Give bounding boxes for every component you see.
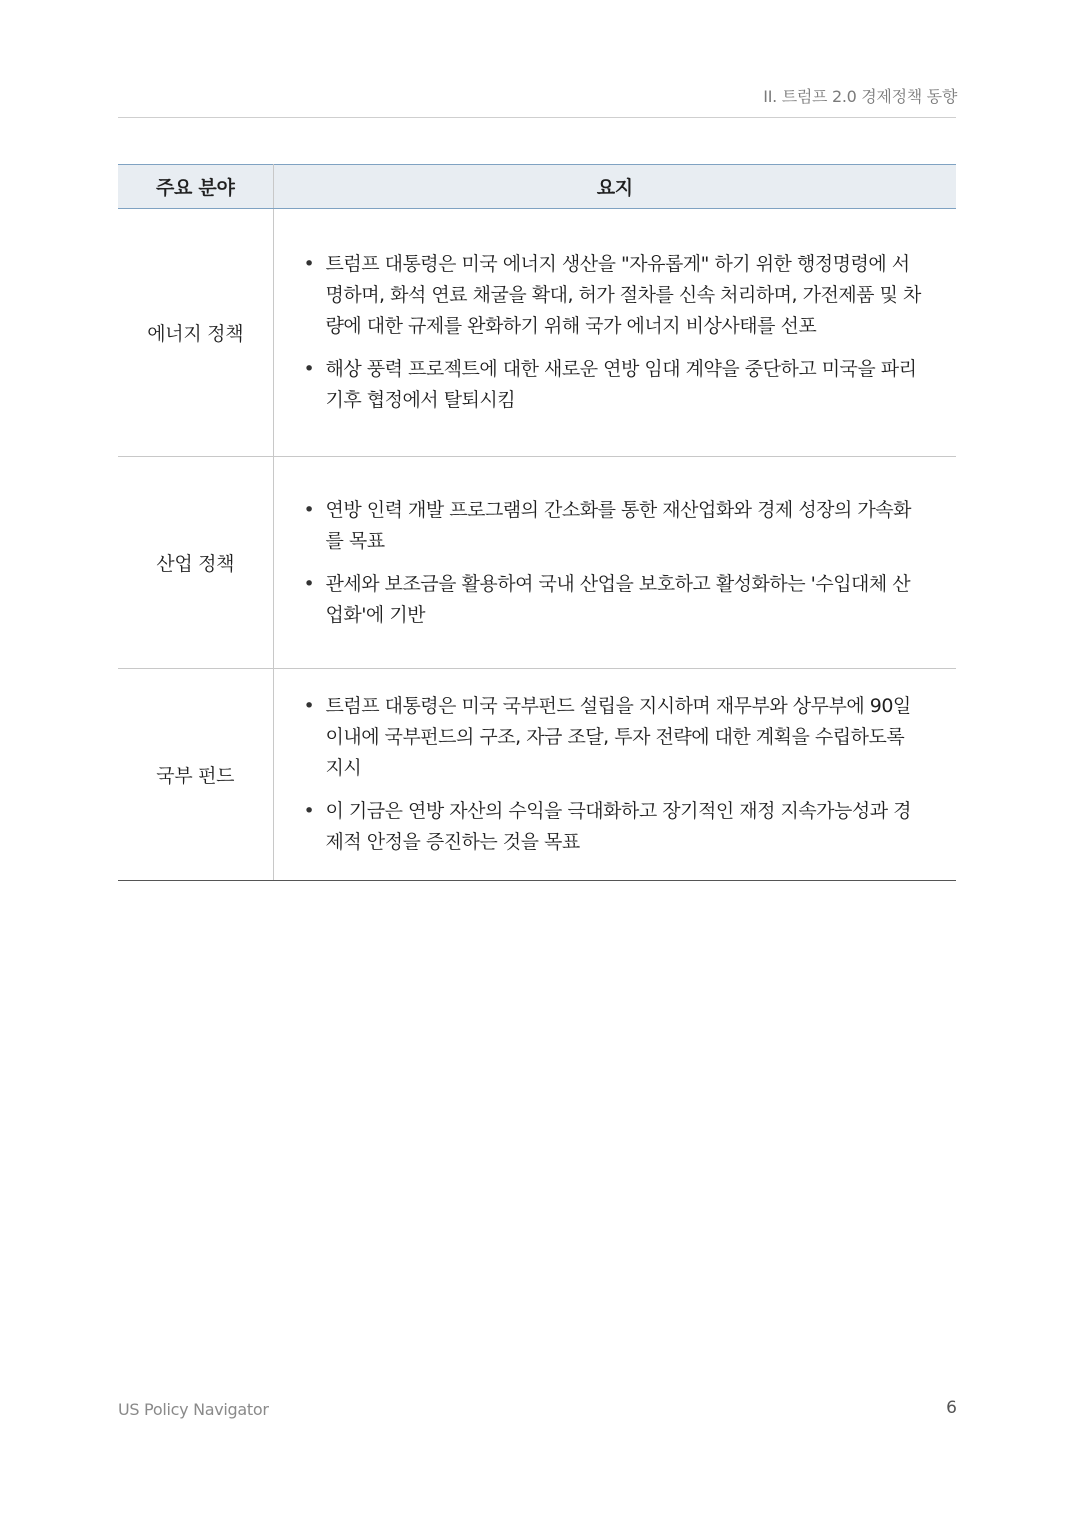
summary-cell-sovereign-fund [273,669,956,881]
bullet-text: 이 기금은 연방 자산의 수익을 극대화하고 장기적인 재정 지속가능성과 경제적 안정을 증진하는 것을 목표 [325,800,911,853]
field-cell-industry: 산업 정책 [118,457,273,669]
bullet-list [304,691,927,858]
summary-cell-industry [273,457,956,669]
field-cell-sovereign-fund: 국부 펀드 [118,669,273,881]
bullet-text: 트럼프 대통령은 미국 국부펀드 설립을 지시하며 재무부와 상무부에 90일 이내에 국부펀드의 구조, 자금 조달, 투자 전략에 대한 계획을 수립하도록 지시 [325,695,911,779]
policy-summary-table [118,164,956,881]
list-item [304,354,927,416]
list-item [304,569,927,631]
bullet-icon: • [303,498,315,521]
column-header-field: 주요 분야 [118,165,273,209]
bullet-list [304,249,927,416]
bullet-list [304,495,927,631]
bullet-icon: • [303,800,315,822]
field-cell-energy: 에너지 정책 [118,209,273,457]
footer-publication-name: US Policy Navigator [118,1400,269,1419]
list-item [304,796,927,858]
bullet-text: 해상 풍력 프로젝트에 대한 새로운 연방 임대 계약을 중단하고 미국을 파리 기후 협정에서 탈퇴시킴 [325,358,917,411]
bullet-text: 연방 인력 개발 프로그램의 간소화를 통한 재산업화와 경제 성장의 가속화를 목표 [325,498,911,552]
header-divider [118,117,956,118]
summary-cell-energy [273,209,956,457]
column-header-summary: 요지 [273,165,956,209]
bullet-text: 트럼프 대통령은 미국 에너지 생산을 "자유롭게" 하기 위한 행정명령에 서명하며, 화석 연료 채굴을 확대, 허가 절차를 신속 처리하며, 가전제품 및 차량에 대한 규제를 완화하기 위해 국가 에너지 비상사태를 선포 [325,253,921,337]
list-item [304,495,927,557]
bullet-icon: • [303,358,315,380]
table-row [118,457,956,669]
table-row [118,669,956,881]
bullet-icon: • [303,695,315,717]
running-header: II. 트럼프 2.0 경제정책 동향 [763,87,957,106]
list-item [304,691,927,784]
table-row [118,209,956,457]
list-item [304,249,927,342]
page-number: 6 [946,1398,957,1418]
table-header-row [118,165,956,209]
bullet-icon: • [303,253,315,275]
bullet-text: 관세와 보조금을 활용하여 국내 산업을 보호하고 활성화하는 '수입대체 산업화'에 기반 [325,572,911,626]
bullet-icon: • [303,572,315,595]
